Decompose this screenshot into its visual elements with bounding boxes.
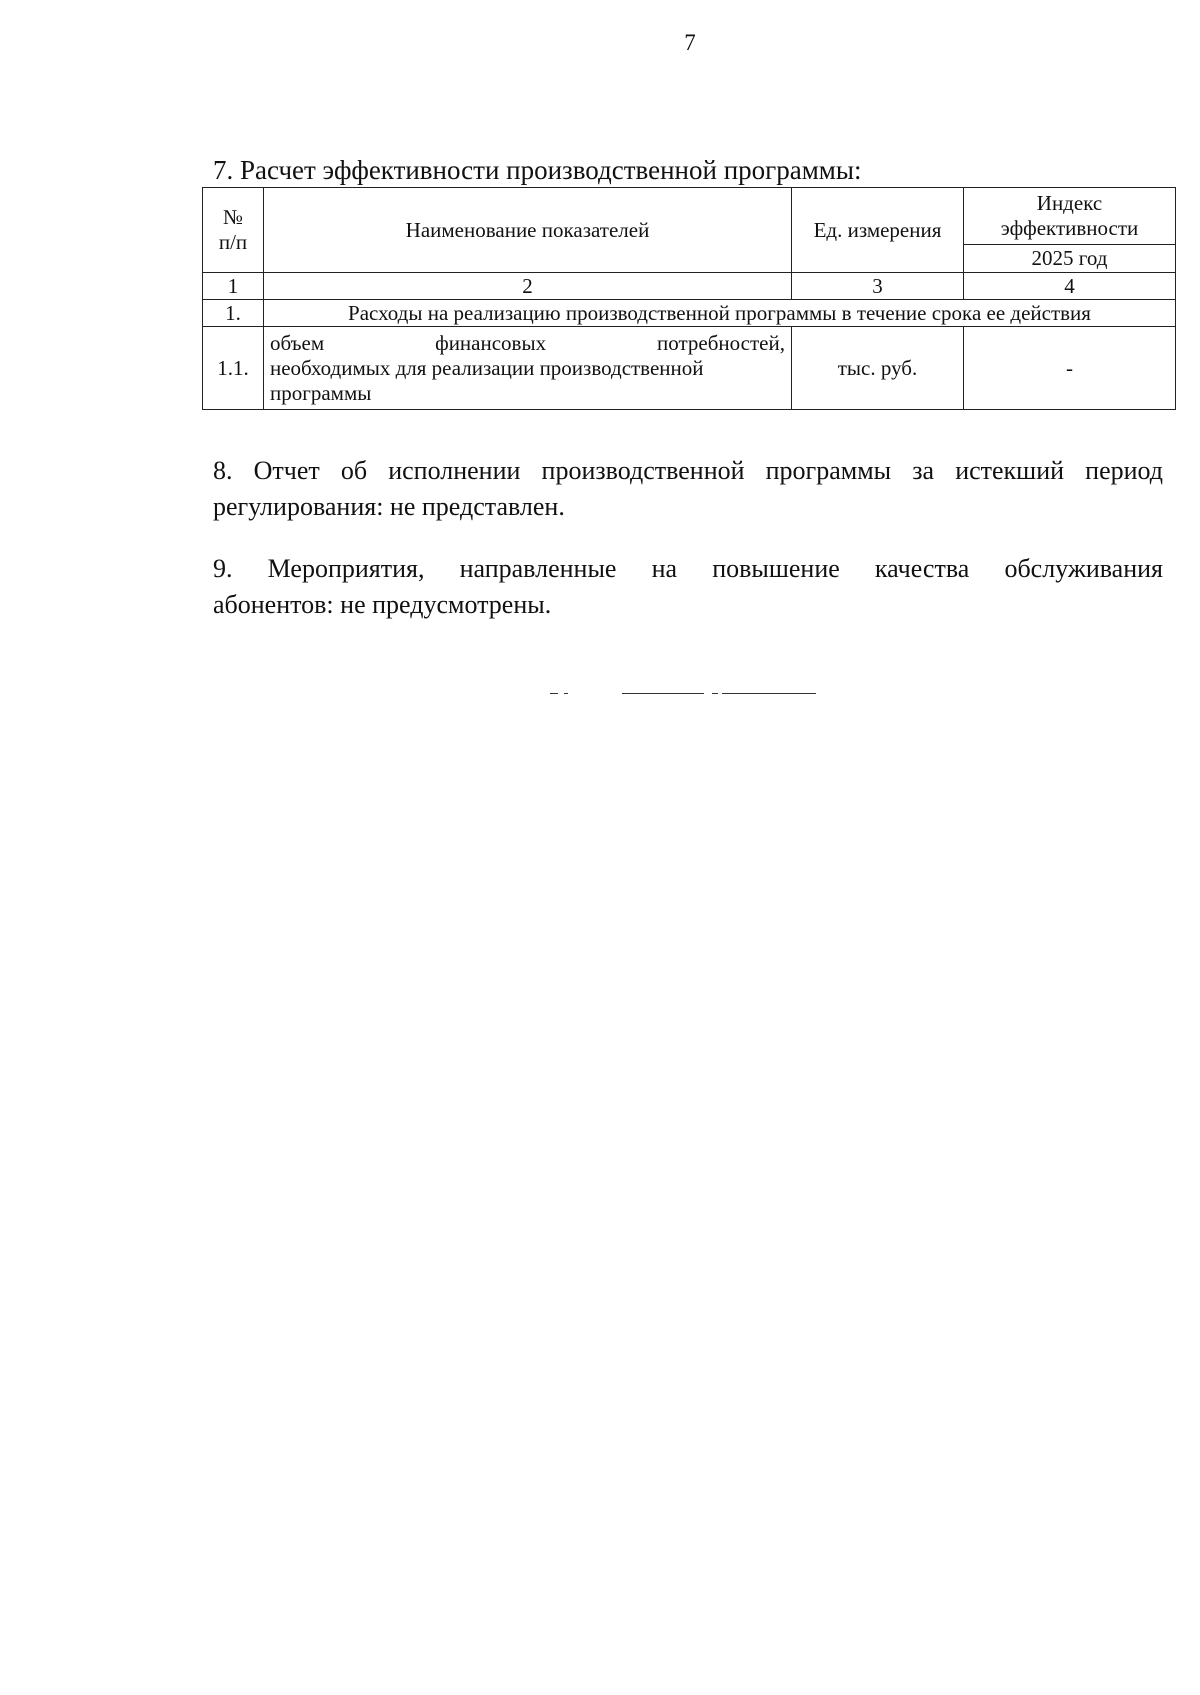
row-1-num: 1.: [203, 300, 264, 327]
end-mark-dash-1: [550, 693, 558, 694]
section-8-line2: регулирования: не представлен.: [213, 492, 565, 521]
section-9-line2: абонентов: не предусмотрены.: [213, 590, 552, 619]
row-1-text: Расходы на реализацию производственной программы в течение срока ее действия: [264, 300, 1176, 327]
section-8-paragraph: [213, 453, 1163, 525]
row-1-1-text: [264, 327, 792, 410]
table-row: [203, 327, 1176, 410]
header-index-cell: [964, 188, 1176, 245]
header-num-symbol: №: [222, 205, 244, 229]
efficiency-table: [202, 187, 1176, 410]
end-of-document-line: [550, 693, 830, 697]
end-mark-line-1: [622, 693, 704, 694]
row-1-1-unit: тыс. руб.: [792, 327, 964, 410]
header-num-cell: [203, 188, 264, 273]
row-1-1-text-line3: программы: [270, 380, 372, 405]
section-9-line1: 9. Мероприятия, направленные на повышение качества обслуживания: [213, 554, 1163, 583]
section-8-line1: 8. Отчет об исполнении производственной программы за истекший период: [213, 456, 1163, 485]
colnum-3: 3: [792, 273, 964, 300]
section-7-heading: 7. Расчет эффективности производственной программы:: [213, 155, 862, 185]
row-1-1-value: -: [964, 327, 1176, 410]
header-index-line2: эффективности: [1000, 216, 1139, 240]
header-name-cell: Наименование показателей: [264, 188, 792, 273]
colnum-1: 1: [203, 273, 264, 300]
header-num-pp: п/п: [218, 230, 248, 254]
colnum-2: 2: [264, 273, 792, 300]
page-number: 7: [684, 30, 696, 55]
end-mark-line-2: [722, 693, 816, 694]
header-index-line1: Индекс: [1036, 191, 1103, 215]
table-row: [203, 300, 1176, 327]
end-mark-dash-2: [564, 693, 568, 694]
header-unit-cell: Ед. измерения: [792, 188, 964, 273]
section-9-paragraph: [213, 551, 1163, 623]
header-year-cell: 2025 год: [964, 245, 1176, 273]
row-1-1-num: 1.1.: [203, 327, 264, 410]
row-1-1-text-line2: необходимых для реализации производственной: [270, 355, 704, 380]
end-mark-dash-3: [712, 693, 718, 694]
table-colnum-row: [203, 273, 1176, 300]
colnum-4: 4: [964, 273, 1176, 300]
row-1-1-text-line1: объем финансовых потребностей,: [270, 330, 785, 355]
table-header-row: [203, 188, 1176, 245]
